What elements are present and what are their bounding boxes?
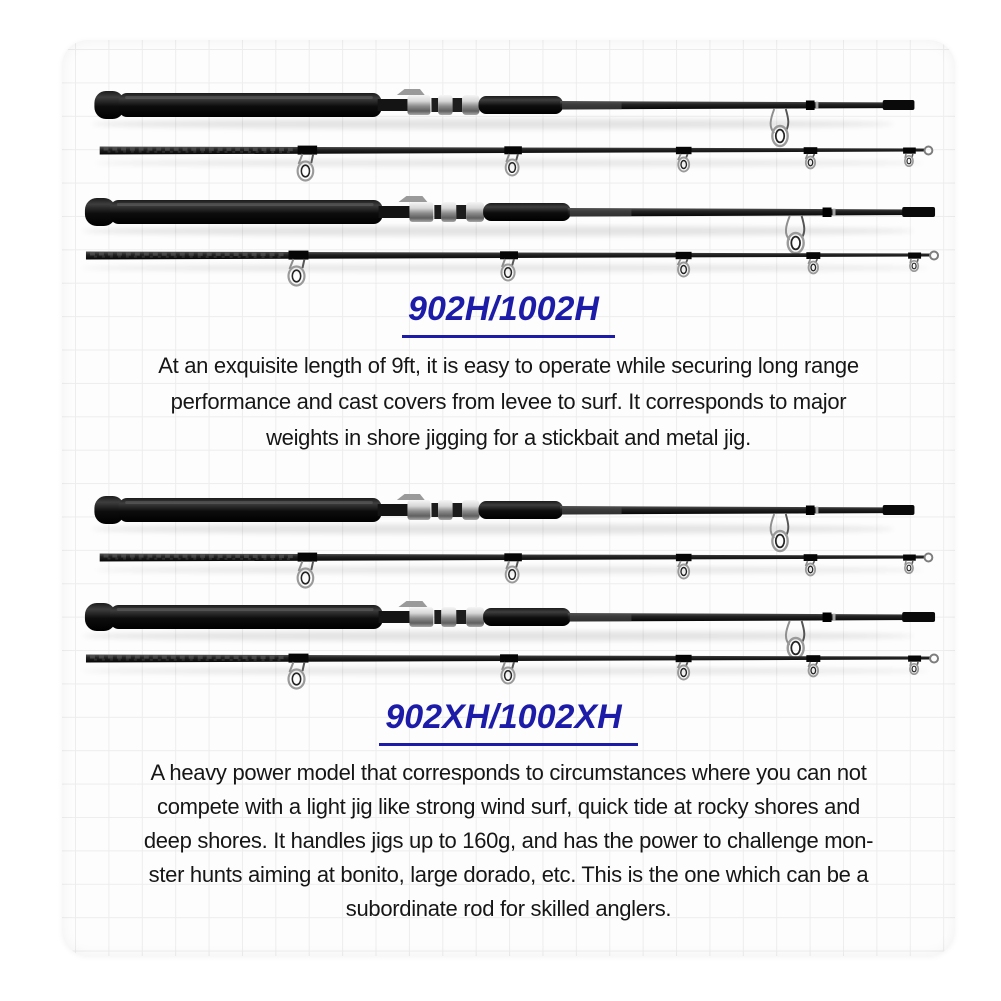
description-line: compete with a light jig like strong wind surf, quick tide at rocky shores and — [157, 794, 860, 819]
model-description-902xh — [62, 756, 955, 926]
model-block-902xh — [62, 40, 955, 956]
rod-photo-tip-section-4 — [74, 646, 952, 706]
description-line: weights in shore jigging for a stickbait and metal jig. — [266, 425, 751, 450]
description-line: A heavy power model that corresponds to circumstances where you can not — [150, 760, 867, 785]
model-heading-902xh — [62, 698, 955, 746]
description-line: At an exquisite length of 9ft, it is easy to operate while securing long range — [158, 353, 859, 378]
grid-paper-card — [62, 40, 955, 956]
description-line: subordinate rod for skilled anglers. — [345, 896, 672, 921]
description-line: ster hunts aiming at bonito, large dorado, etc. This is the one which can be a — [148, 862, 869, 887]
description-line: performance and cast covers from levee to surf. It corresponds to major — [170, 389, 847, 414]
description-line: deep shores. It handles jigs up to 160g, and has the power to challenge mon- — [143, 828, 874, 853]
model-heading-902xh-text: 902XH/1002XH — [379, 698, 637, 746]
model-heading-902h-text: 902H/1002H — [402, 290, 615, 338]
